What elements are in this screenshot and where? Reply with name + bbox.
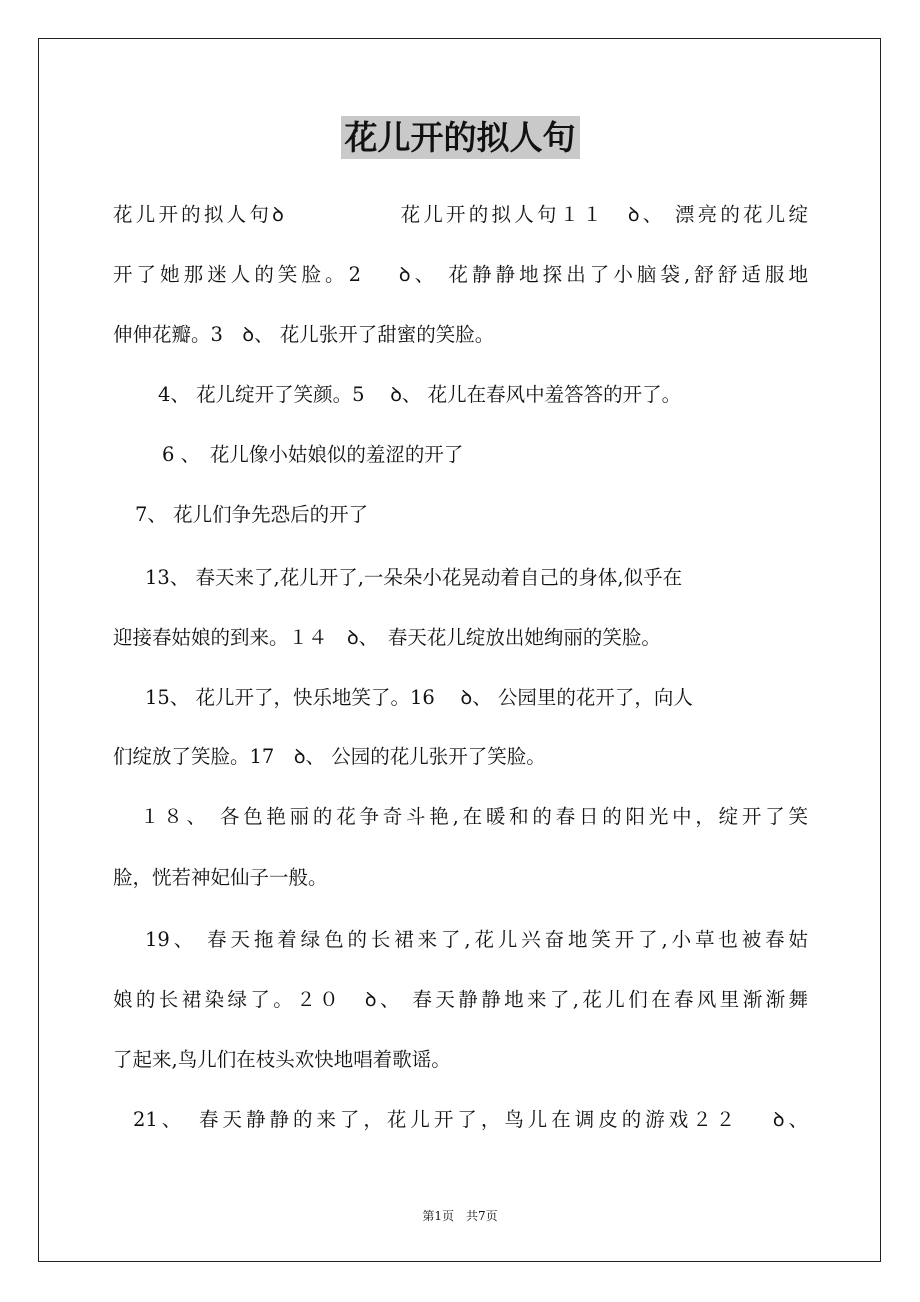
text-line: 19、 春天拖着绿色的长裙来了,花儿兴奋地笑开了,小草也被春姑 (145, 928, 808, 951)
text-line: 开了她那迷人的笑脸。2 ꝺ、 花静静地探出了小脑袋,舒舒适服地 (113, 263, 808, 286)
page-title: 花儿开的拟人句 (341, 116, 580, 159)
text-line: 娘的长裙染绿了。２０ ꝺ、 春天静静地来了,花儿们在春风里渐渐舞 (113, 988, 808, 1011)
text-line: 迎接春姑娘的到来。１４ ꝺ、 春天花儿绽放出她绚丽的笑脸。 (113, 626, 661, 649)
text-line: 脸，恍若神妃仙子一般。 (113, 866, 328, 889)
title-wrap (0, 112, 920, 159)
text-line: 4、 花儿绽开了笑颜。5 ꝺ、 花儿在春风中羞答答的开了。 (158, 383, 682, 406)
text-line: 13、 春天来了,花儿开了,一朵朵小花晃动着自己的身体,似乎在 (145, 566, 683, 589)
page-number: 第1页 共7页 (422, 1209, 498, 1223)
text-line: 6 、 花儿像小姑娘似的羞涩的开了 (162, 443, 464, 466)
text-line: 花儿开的拟人句ꝺ 花儿开的拟人句１１ ꝺ、 漂亮的花儿绽 (113, 203, 808, 226)
text-line: 伸伸花瓣。3 ꝺ、 花儿张开了甜蜜的笑脸。 (113, 323, 495, 346)
text-line: １８、 各色艳丽的花争奇斗艳,在暖和的春日的阳光中，绽开了笑 (140, 805, 808, 828)
text-line: 21、 春天静静的来了，花儿开了，鸟儿在调皮的游戏２２ ꝺ、 (133, 1108, 808, 1131)
text-line: 7、 花儿们争先恐后的开了 (135, 503, 369, 526)
text-line: 了起来,鸟儿们在枝头欢快地唱着歌谣。 (113, 1048, 451, 1071)
text-line: 15、 花儿开了，快乐地笑了。16 ꝺ、 公园里的花开了，向人 (145, 686, 693, 709)
text-line: 们绽放了笑脸。17 ꝺ、 公园的花儿张开了笑脸。 (113, 745, 546, 768)
